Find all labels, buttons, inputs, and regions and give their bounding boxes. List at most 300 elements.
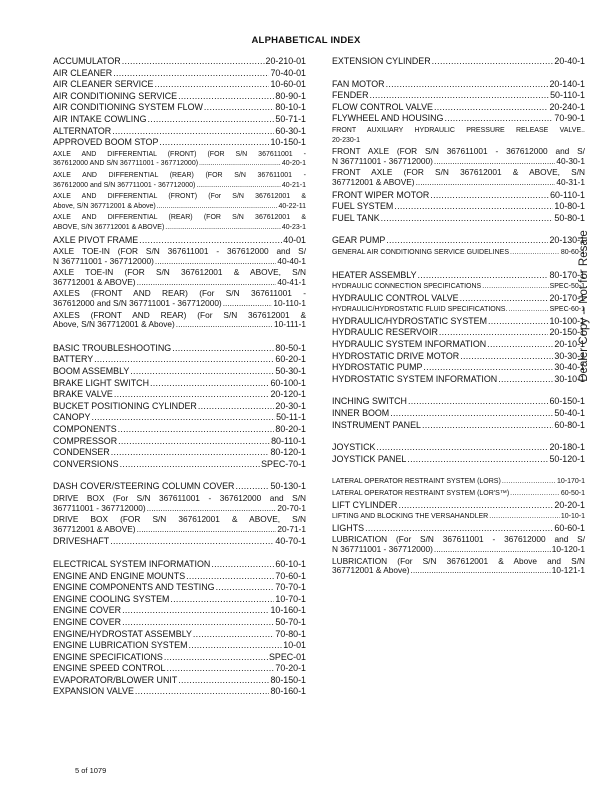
index-entry-label: FRONT AXLE (FOR S/N 367612001 & ABOVE, S/N: [332, 167, 585, 178]
index-entry[interactable]: [332, 56, 585, 68]
index-entry-page: 10-01: [283, 640, 306, 651]
index-entry-page: 50-70-1: [275, 616, 306, 627]
index-entry-label: COMPRESSOR: [53, 435, 118, 446]
index-entry-page: 80-50-1: [275, 342, 306, 353]
index-entry[interactable]: [332, 374, 585, 386]
index-entry-page: 50-71-1: [275, 113, 306, 124]
index-entry-continuation: [53, 257, 306, 267]
leader-dots: [199, 159, 281, 169]
leader-dots: [434, 545, 551, 555]
index-entry[interactable]: [53, 235, 306, 247]
leader-dots: [176, 320, 273, 330]
leader-dots: [198, 401, 275, 413]
section-gap: [332, 68, 585, 79]
index-entry-page: 40-70-1: [275, 536, 306, 547]
index-entry[interactable]: [53, 594, 306, 606]
index-entry[interactable]: [332, 351, 585, 363]
index-entry[interactable]: [332, 327, 585, 339]
leader-dots: [122, 617, 274, 629]
index-entry-label: FRONT AUXILIARY HYDRAULIC PRESSURE RELEASE VALVE..: [332, 126, 585, 134]
index-entry-page: 10-111-1: [274, 320, 306, 330]
leader-dots: [170, 594, 274, 606]
index-entry-label: AXLE TOE-IN (FOR S/N 367611001 - 367612000 and S/: [53, 246, 306, 257]
index-entry[interactable]: [53, 515, 306, 534]
index-entry-label: FLOW CONTROL VALVE: [332, 101, 433, 112]
index-entry[interactable]: [53, 459, 306, 471]
leader-dots: [135, 686, 270, 698]
index-entry[interactable]: [53, 126, 306, 138]
index-entry-label: FENDER: [332, 90, 369, 101]
index-entry-label: ENGINE SPECIFICATIONS: [53, 651, 163, 662]
leader-dots: [460, 351, 553, 363]
section-gap: [53, 470, 306, 481]
index-entry[interactable]: [332, 147, 585, 166]
index-entry-page: 30-40-1: [554, 362, 585, 373]
index-entry-page: 20-170-1: [549, 292, 585, 303]
index-entry-page: 20-10-1: [554, 339, 585, 350]
leader-dots: [416, 178, 556, 188]
index-entry-label: CONDENSER: [53, 447, 110, 458]
index-entry[interactable]: [53, 424, 306, 436]
index-entry[interactable]: [53, 366, 306, 378]
index-entry[interactable]: [53, 675, 306, 687]
leader-dots: [223, 299, 273, 309]
index-entry[interactable]: [53, 481, 306, 493]
index-entry-label-cont: 367712001 & ABOVE): [53, 277, 136, 287]
leader-dots: [498, 374, 553, 386]
index-entry[interactable]: [332, 420, 585, 432]
leader-dots: [159, 137, 269, 149]
index-entry-page: 60-60-1: [554, 522, 585, 533]
index-entry-continuation: [53, 504, 306, 514]
leader-dots: [430, 190, 549, 202]
index-entry-label: AIR CONDITIONING SYSTEM FLOW: [53, 102, 203, 113]
index-entry[interactable]: [53, 56, 306, 68]
index-entry-page: 80-90-1: [275, 90, 306, 101]
index-entry-label: DRIVESHAFT: [53, 536, 110, 547]
index-entry-continuation: [53, 299, 306, 309]
index-entry-label-cont: N 367711001 - 367712000): [332, 156, 433, 166]
section-gap: [53, 332, 306, 343]
index-entry-page: 60-150-1: [549, 396, 585, 407]
index-entry-label: BATTERY: [53, 354, 94, 365]
index-entry-label: CANOPY: [53, 412, 91, 423]
index-entry-continuation: [332, 566, 585, 576]
index-entry-page: 10-70-1: [275, 593, 306, 604]
index-entry-page: SPEC-50-1: [549, 283, 585, 291]
index-entry-continuation: [53, 525, 306, 535]
index-entry-page: 40-01: [283, 234, 306, 245]
section-gap: [332, 385, 585, 396]
index-entry[interactable]: [332, 535, 585, 554]
index-entry[interactable]: [53, 91, 306, 103]
index-entry-label: ENGINE SPEED CONTROL: [53, 663, 166, 674]
index-entry[interactable]: [53, 652, 306, 664]
index-entry-page: 10-160-1: [270, 605, 306, 616]
index-entry-label: AXLE AND DIFFERENTIAL (REAR) (FOR S/N 367612001 &: [53, 214, 306, 222]
index-entry-label: DRIVE BOX (FOR S/N 367612001 & ABOVE, S/N: [53, 514, 306, 525]
index-entry[interactable]: [53, 447, 306, 459]
leader-dots: [112, 126, 274, 138]
index-entry[interactable]: [332, 316, 585, 328]
index-entry-label: HYDRAULIC/HYDROSTATIC FLUID SPECIFICATIONS.: [332, 306, 508, 314]
index-entry[interactable]: [53, 629, 306, 641]
leader-dots: [365, 523, 553, 535]
index-entry-label-cont: 367612000 and S/N 367711001 - 367712000): [53, 299, 222, 309]
index-entry-label: LIFTING AND BLOCKING THE VERSAHANDLER: [332, 513, 489, 521]
page-title: ALPHABETICAL INDEX: [251, 35, 361, 46]
index-entry[interactable]: [332, 304, 585, 316]
index-entry-label: ENGINE LUBRICATION SYSTEM: [53, 640, 188, 651]
index-entry-label: ENGINE COVER: [53, 605, 122, 616]
index-entry-label: CONVERSIONS: [53, 458, 119, 469]
index-entry-page: 40-31-1: [556, 177, 585, 187]
index-entry-page: 10-170-1: [556, 478, 585, 486]
leader-dots: [510, 488, 560, 500]
index-entry-page: 80-110-1: [271, 435, 306, 446]
index-entry[interactable]: [53, 213, 306, 232]
index-entry-label-cont: Above, S/N 367712001 & Above): [53, 202, 156, 210]
index-entry-page: 10-121-1: [551, 566, 585, 576]
leader-dots: [376, 442, 548, 454]
index-entry-page: 60-100-1: [270, 377, 306, 388]
index-entry-continuation: [332, 157, 585, 167]
index-entry-continuation: [332, 545, 585, 555]
index-entry[interactable]: [332, 500, 585, 512]
leader-dots: [381, 213, 554, 225]
index-entry[interactable]: [53, 68, 306, 80]
index-entry-page: 50-110-1: [550, 90, 585, 101]
index-entry[interactable]: [53, 436, 306, 448]
index-entry-label: EXPANSION VALVE: [53, 686, 134, 697]
index-entry-page: 70-90-1: [554, 113, 585, 124]
index-entry[interactable]: [332, 454, 585, 466]
leader-dots: [91, 412, 275, 424]
index-entry[interactable]: [332, 362, 585, 374]
index-entry[interactable]: [53, 289, 306, 308]
index-entry-label: LATERAL OPERATOR RESTRAINT SYSTEM (LOR'S™): [332, 490, 510, 497]
index-entry-page: 70-20-1: [275, 663, 306, 674]
index-entry-page: 10-120-1: [551, 544, 585, 554]
leader-dots: [488, 316, 548, 328]
index-entry[interactable]: [53, 640, 306, 652]
index-entry-label: HYDRAULIC/HYDROSTATIC SYSTEM: [332, 315, 487, 326]
index-column-left: [53, 56, 306, 698]
index-entry-page: SPEC-01: [269, 651, 306, 662]
index-entry-page: 80-160-1: [270, 686, 306, 697]
index-entry[interactable]: [332, 168, 585, 187]
index-entry-label: ACCUMULATOR: [53, 56, 121, 66]
index-entry[interactable]: [332, 442, 585, 454]
index-entry-page: 20-70-1: [277, 503, 306, 513]
index-entry-page: 20-20-1: [554, 499, 585, 510]
index-entry-page: 70-60-1: [275, 570, 306, 581]
index-entry[interactable]: [332, 281, 585, 293]
index-entry[interactable]: [53, 79, 306, 91]
index-entry[interactable]: [332, 190, 585, 202]
index-entry-page: 70-80-1: [275, 628, 306, 639]
index-entry-page: 20-30-1: [275, 400, 306, 411]
index-entry[interactable]: [332, 396, 585, 408]
leader-dots: [432, 56, 554, 68]
index-entry[interactable]: [332, 523, 585, 535]
index-entry[interactable]: [53, 412, 306, 424]
leader-dots: [157, 202, 278, 212]
index-entry[interactable]: [332, 557, 585, 576]
index-entry-page: 10-110-1: [273, 299, 306, 309]
leader-dots: [423, 362, 553, 374]
index-entry-label: ELECTRICAL SYSTEM INFORMATION: [53, 558, 211, 569]
index-entry-page: 10-60-01: [270, 79, 306, 90]
index-entry-page: 50-80-1: [554, 212, 585, 223]
index-entry[interactable]: [332, 113, 585, 125]
leader-dots: [120, 459, 261, 471]
leader-dots: [482, 281, 548, 293]
index-entry-label: JOYSTICK: [332, 442, 376, 453]
index-entry[interactable]: [332, 270, 585, 282]
index-entry-page: 50-120-1: [549, 453, 585, 464]
index-entry-label: ALTERNATOR: [53, 125, 112, 136]
leader-dots: [398, 500, 553, 512]
index-entry[interactable]: [53, 171, 306, 190]
leader-dots: [130, 366, 274, 378]
index-entry-page: 20-140-1: [549, 78, 585, 89]
leader-dots: [118, 424, 275, 436]
index-entry[interactable]: [332, 408, 585, 420]
index-entry-page: 40-20-1: [281, 160, 306, 168]
index-entry-page: 80-10-1: [275, 102, 306, 113]
leader-dots: [94, 354, 274, 366]
index-entry-page: 50-11-1: [276, 412, 306, 423]
index-entry-label: FRONT AXLE (FOR S/N 367611001 - 367612000 and S/: [332, 146, 585, 157]
index-entry[interactable]: [332, 102, 585, 114]
leader-dots: [186, 571, 274, 583]
index-entry[interactable]: [53, 247, 306, 266]
leader-dots: [434, 157, 556, 167]
index-entry[interactable]: [53, 605, 306, 617]
index-entry-label: FRONT WIPER MOTOR: [332, 189, 430, 200]
section-gap: [53, 548, 306, 559]
leader-dots: [235, 481, 269, 493]
index-entry[interactable]: [53, 686, 306, 698]
index-entry-label: COMPONENTS: [53, 424, 117, 434]
index-entry[interactable]: [332, 235, 585, 247]
index-entry-label: LIFT CYLINDER: [332, 499, 398, 510]
leader-dots: [137, 525, 277, 535]
leader-dots: [386, 79, 549, 91]
index-entry-page: SPEC-60-1: [549, 306, 585, 314]
index-entry[interactable]: [53, 582, 306, 594]
leader-dots: [439, 327, 549, 339]
leader-dots: [444, 113, 553, 125]
index-entry-page: 80-150-1: [270, 674, 306, 685]
leader-dots: [113, 68, 269, 80]
index-entry-label: AXLE AND DIFFERENTIAL (FRONT) (For S/N 367612001 &: [53, 193, 306, 201]
index-entry-label: AXLE AND DIFFERENTIAL (REAR) (FOR S/N 367611001 -: [53, 171, 306, 179]
index-entry-page: 50-130-1: [270, 481, 306, 492]
index-entry-page: 40-21-1: [281, 181, 306, 189]
index-entry[interactable]: [53, 192, 306, 211]
index-entry-label-cont: 367612000 and S/N 367711001 - 367712000): [53, 181, 196, 189]
index-entry-page: 20-240-1: [549, 101, 585, 112]
leader-dots: [411, 566, 551, 576]
index-entry[interactable]: [332, 213, 585, 225]
section-gap: [332, 224, 585, 235]
index-entry-label: FLYWHEEL AND HOUSING: [332, 113, 444, 124]
index-entry[interactable]: [53, 343, 306, 355]
index-entry-page: 40-41-1: [277, 277, 306, 287]
index-entry-page: 60-20-1: [275, 354, 306, 365]
leader-dots: [122, 605, 269, 617]
index-entry[interactable]: [332, 90, 585, 102]
index-entry[interactable]: [53, 311, 306, 330]
leader-dots: [204, 102, 275, 114]
leader-dots: [122, 56, 265, 68]
index-entry-page: 30-30-1: [554, 350, 585, 361]
leader-dots: [370, 90, 550, 102]
index-entry-page: 40-40-1: [277, 256, 306, 266]
index-entry-label: ENGINE COMPONENTS AND TESTING: [53, 582, 215, 593]
index-entry[interactable]: [53, 536, 306, 548]
index-entry-page: 10-80-1: [554, 201, 585, 212]
index-entry-label: BOOM ASSEMBLY: [53, 366, 130, 377]
index-entry-label-cont: ABOVE, S/N 367712001 & ABOVE): [53, 223, 165, 231]
index-entry-page: 10-100-1: [549, 315, 585, 326]
index-entry[interactable]: [53, 559, 306, 571]
leader-dots: [148, 114, 275, 126]
index-entry-label-cont: 367712001 & ABOVE): [332, 177, 415, 187]
index-entry[interactable]: [332, 247, 585, 259]
index-entry-continuation: [53, 320, 306, 330]
index-entry-label: INCHING SWITCH: [332, 396, 407, 407]
index-entry[interactable]: [53, 150, 306, 169]
index-entry-label-cont: N 367711001 - 367712000): [332, 544, 433, 554]
leader-dots: [166, 663, 274, 675]
leader-dots: [422, 420, 553, 432]
index-entry[interactable]: [53, 401, 306, 413]
index-entry-label: GENERAL AIR CONDITIONING SERVICE GUIDELINES: [332, 248, 509, 256]
index-entry-label: LATERAL OPERATOR RESTRAINT SYSTEM (LORS): [332, 478, 501, 486]
leader-dots: [434, 102, 549, 114]
index-entry[interactable]: [53, 571, 306, 583]
index-entry-page: 80-120-1: [270, 447, 306, 458]
index-entry-label: AIR CONDITIONING SERVICE: [53, 90, 178, 101]
index-entry-page: 50-40-1: [554, 408, 585, 419]
leader-dots: [110, 536, 274, 548]
index-entry-label-cont: 367712001 & Above): [332, 566, 410, 576]
section-gap: [332, 431, 585, 442]
index-entry[interactable]: [53, 389, 306, 401]
index-entry-label: HYDROSTATIC PUMP: [332, 362, 423, 373]
leader-dots: [211, 559, 274, 571]
index-entry[interactable]: [332, 339, 585, 351]
index-entry[interactable]: [53, 617, 306, 629]
page-number: 5 of 1079: [75, 766, 107, 775]
leader-dots: [188, 640, 282, 652]
dealer-copy-watermark: Dealer Copy -- Not for Resale: [578, 230, 590, 382]
index-entry[interactable]: [53, 354, 306, 366]
leader-dots: [196, 181, 281, 191]
index-entry-label: LUBRICATION (For S/N 367612001 & Above and S/N: [332, 555, 585, 566]
index-entry-label: GEAR PUMP: [332, 235, 386, 246]
index-entry-label: ENGINE/HYDROSTAT ASSEMBLY: [53, 628, 192, 639]
index-entry-label-cont: 367612000 AND S/N 367711001 - 367712000): [53, 160, 199, 168]
index-entry-label: AXLE PIVOT FRAME: [53, 234, 139, 245]
index-entry-page: 40-23-1: [281, 223, 306, 231]
index-entry-page: 60-30-1: [275, 125, 306, 136]
index-entry[interactable]: [53, 494, 306, 513]
index-entry[interactable]: [332, 476, 585, 488]
index-entry-label: INNER BOOM: [332, 408, 390, 419]
index-entry[interactable]: [53, 137, 306, 149]
index-entry-page: 50-30-1: [275, 366, 306, 377]
index-entry-label: AXLES (FRONT AND REAR) (For S/N 367611001 -: [53, 288, 306, 299]
index-entry-label: AIR CLEANER: [53, 67, 113, 78]
index-entry-page: 70-40-01: [270, 67, 306, 78]
index-entry-page: 60-50-1: [560, 490, 585, 497]
index-entry-continuation: [53, 223, 306, 233]
leader-dots: [150, 378, 269, 390]
leader-dots: [460, 293, 549, 305]
index-entry-page: 60-10-1: [275, 558, 306, 569]
index-entry-label: BASIC TROUBLESHOOTING: [53, 342, 172, 353]
index-entry-page: 20-150-1: [549, 327, 585, 338]
index-entry-label: AXLES (FRONT AND REAR) (For S/N 367612001 &: [53, 309, 306, 320]
index-entry-page: 30-10-1: [554, 373, 585, 384]
index-entry[interactable]: [53, 268, 306, 287]
index-entry[interactable]: [332, 201, 585, 213]
index-entry-label: INSTRUMENT PANEL: [332, 419, 421, 430]
index-entry-page: 60-110-1: [550, 189, 585, 200]
leader-dots: [172, 343, 274, 355]
index-entry-page: 20-40-1: [554, 56, 585, 66]
index-entry-label: BRAKE LIGHT SWITCH: [53, 377, 149, 388]
index-entry-label: HEATER ASSEMBLY: [332, 269, 417, 280]
index-entry[interactable]: [332, 488, 585, 500]
index-entry-continuation: [53, 278, 306, 288]
leader-dots: [418, 270, 549, 282]
index-entry-label: AXLE AND DIFFERENTIAL (FRONT) (FOR S/N 367611001 -: [53, 150, 306, 158]
index-entry[interactable]: [332, 79, 585, 91]
index-entry-page: SPEC-70-1: [261, 458, 306, 469]
index-entry[interactable]: [53, 663, 306, 675]
index-entry-label-cont: 20-230-1: [332, 136, 361, 144]
index-entry-label: FUEL SYSTEM: [332, 201, 394, 212]
leader-dots: [508, 304, 548, 316]
index-entry-page: 10-10-1: [560, 513, 585, 521]
index-entry[interactable]: [332, 511, 585, 523]
index-entry-label: AIR CLEANER SERVICE: [53, 79, 154, 90]
index-entry[interactable]: [332, 126, 585, 145]
index-entry-page: 70-70-1: [275, 582, 306, 593]
leader-dots: [111, 447, 270, 459]
index-entry-label-cont: 367712001 & ABOVE): [53, 524, 136, 534]
index-entry-label-cont: N 367711001 - 367712000): [53, 256, 154, 266]
index-entry[interactable]: [53, 102, 306, 114]
section-gap: [332, 465, 585, 476]
index-entry[interactable]: [53, 114, 306, 126]
index-entry-label: ENGINE COVER: [53, 616, 122, 627]
index-entry-page: 10-150-1: [270, 137, 306, 148]
index-entry-label-cont: Above, S/N 367712001 & Above): [53, 320, 175, 330]
index-entry[interactable]: [53, 378, 306, 390]
leader-dots: [487, 339, 553, 351]
index-entry-label: APPROVED BOOM STOP: [53, 137, 159, 148]
leader-dots: [118, 436, 270, 448]
index-entry-label: ENGINE AND ENGINE MOUNTS: [53, 570, 186, 581]
index-entry-label: DRIVE BOX (For S/N 367611001 - 367612000 and S/N: [53, 492, 306, 503]
index-entry[interactable]: [332, 293, 585, 305]
